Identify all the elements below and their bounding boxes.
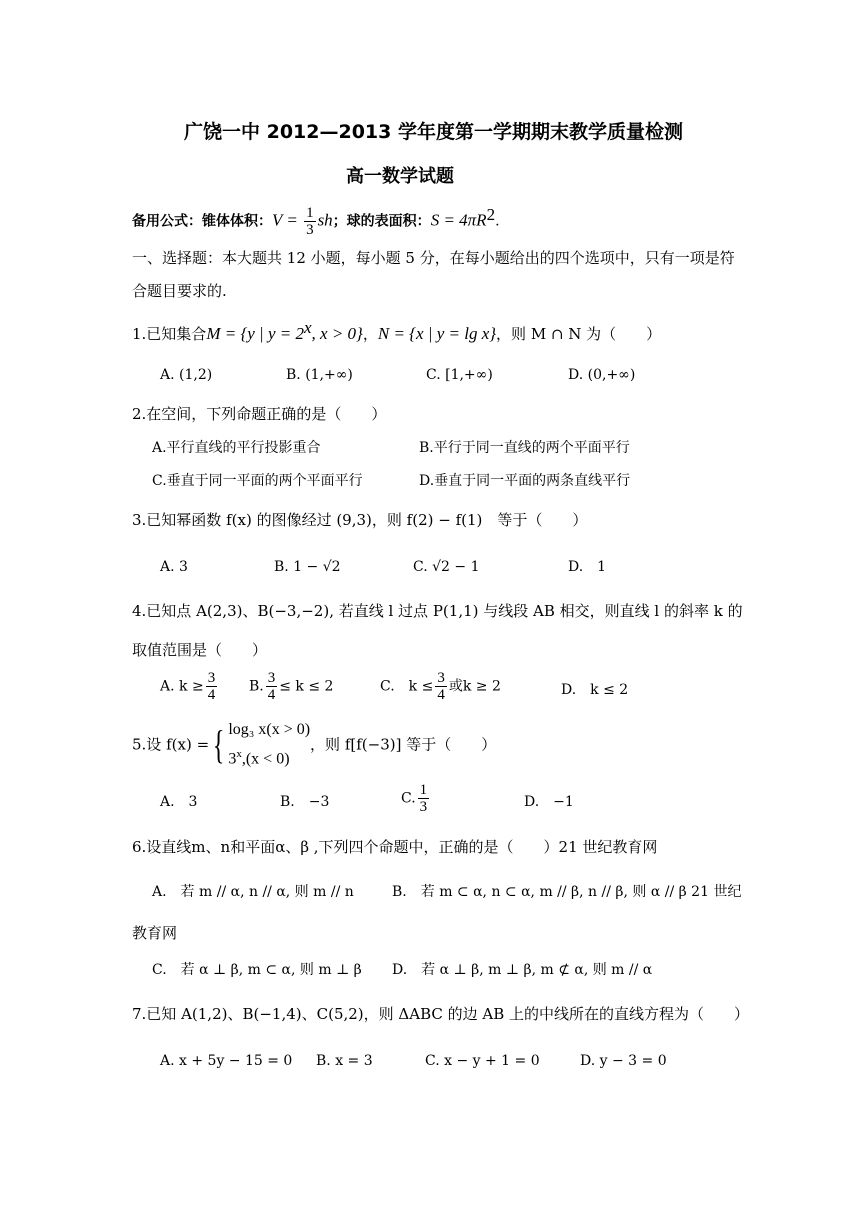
question-4-line2: 取值范围是（ ）	[132, 641, 268, 659]
q5-c-den: 3	[419, 799, 428, 815]
q5-case-1: log₃ x(x > 0)	[228, 721, 311, 738]
formula-line	[132, 205, 500, 238]
q4-c-num: 3	[437, 670, 445, 686]
q5-option-c-fraction	[418, 782, 430, 815]
section1-line1: 一、选择题：本大题共 12 小题，每小题 5 分，在每小题给出的四个选项中，只有一项是符	[132, 249, 735, 267]
q1-stem-a: 1.已知集合	[132, 325, 207, 343]
q4-option-c	[380, 670, 501, 703]
q5-option-d: D. −1	[524, 794, 574, 810]
formula-v-tail: sh	[317, 210, 333, 230]
q5-option-c	[401, 782, 431, 815]
q5-pre: 5.设 f(x) =	[132, 735, 210, 754]
q4-option-c-fraction	[435, 670, 447, 703]
question-1-stem	[132, 318, 661, 344]
q7-option-a: A. x + 5y − 15 = 0	[160, 1053, 293, 1069]
q6-option-b: B. 若 m ⊂ α, n ⊂ α, m // β, n // β, 则 α // β 21 世纪	[392, 884, 742, 900]
q4-a-den: 4	[207, 687, 216, 703]
q3-option-d: D. 1	[568, 559, 607, 575]
q5-option-b: B. −3	[280, 794, 330, 810]
q1-option-d: D. (0,+∞)	[568, 367, 636, 383]
q2-option-b: B.平行于同一直线的两个平面平行	[419, 440, 630, 456]
q5-case-2-tail: ,(x < 0)	[241, 750, 290, 768]
q4-b-num: 3	[267, 670, 276, 686]
q1-option-b: B. (1,+∞)	[286, 367, 353, 383]
q7-option-d: D. y − 3 = 0	[580, 1053, 667, 1069]
formula-s: S = 4πR	[430, 210, 487, 230]
q1-option-a: A. (1,2)	[160, 367, 213, 383]
q1-set-m-exp: x	[303, 318, 312, 337]
page-subtitle: 高一数学试题	[346, 166, 454, 187]
question-2-stem: 2.在空间，下列命题正确的是（ ）	[132, 405, 387, 423]
q2-option-c: C.垂直于同一平面的两个平面平行	[152, 473, 363, 489]
q7-option-b: B. x = 3	[316, 1053, 373, 1069]
formula-end: .	[495, 213, 500, 230]
formula-v-num: 1	[306, 205, 314, 222]
q1-option-c: C. [1,+∞)	[426, 367, 493, 383]
q4-option-c-pre: C. k ≤	[380, 678, 434, 695]
q4-c-den: 4	[437, 687, 445, 703]
q3-option-b: B. 1 − √2	[274, 559, 341, 575]
formula-v-den: 3	[306, 222, 314, 239]
q4-b-den: 4	[267, 687, 276, 703]
q4-option-a-fraction	[206, 670, 218, 703]
q5-case-2	[228, 742, 310, 771]
question-7-stem: 7.已知 A(1,2)、B(−1,4)、C(5,2)，则 ΔABC 的边 AB 上的中线所在的直线方程为（ ）	[132, 1005, 750, 1023]
q6-option-a: A. 若 m // α, n // α, 则 m // n	[152, 884, 354, 900]
q1-set-m-tail: , x > 0}	[311, 324, 363, 343]
q4-option-b-pre: B.	[249, 678, 264, 695]
q1-set-m: M = {y | y = 2	[206, 324, 304, 343]
q5-option-c-label: C.	[401, 790, 416, 807]
q6-option-c: C. 若 α ⊥ β, m ⊂ α, 则 m ⊥ β	[152, 962, 362, 978]
q1-set-n: N = {x | y = lg x}	[377, 324, 497, 343]
q4-option-b-tail: ≤ k ≤ 2	[279, 678, 334, 695]
formula-sep: ；球的表面积：	[332, 213, 431, 230]
q5-option-a: A. 3	[160, 794, 198, 810]
q6-option-d: D. 若 α ⊥ β, m ⊥ β, m ⊄ α, 则 m // α	[392, 962, 653, 978]
q5-tail: ，则 f[f(−3)] 等于（ ）	[310, 735, 497, 754]
formula-v: V =	[272, 210, 303, 230]
q5-c-num: 1	[419, 782, 428, 798]
question-5-stem	[132, 718, 496, 771]
q4-option-d: D. k ≤ 2	[561, 682, 629, 698]
formula-v-fraction	[304, 205, 316, 238]
q2-option-d: D.垂直于同一平面的两条直线平行	[419, 473, 631, 489]
q4-option-b-fraction	[266, 670, 278, 703]
q2-option-a: A.平行直线的平行投影重合	[152, 440, 321, 456]
q4-a-num: 3	[207, 670, 216, 686]
q7-option-c: C. x − y + 1 = 0	[425, 1053, 540, 1069]
q1-sep: ，	[362, 325, 378, 343]
q5-cases	[228, 718, 310, 771]
formula-s-exp: 2	[486, 205, 496, 224]
section1-line2: 合题目要求的.	[132, 282, 227, 300]
question-6-stem: 6.设直线m、n和平面α、β ,下列四个命题中，正确的是（ ）21 世纪教育网	[132, 838, 658, 856]
page-title: 广饶一中 2012—2013 学年度第一学期期末教学质量检测	[184, 121, 683, 143]
q5-brace: {	[212, 721, 225, 767]
q3-option-a: A. 3	[160, 559, 188, 575]
q4-option-a	[160, 670, 219, 703]
q1-tail: ，则 M ∩ N 为（ ）	[496, 325, 662, 343]
q3-option-c: C. √2 − 1	[413, 559, 480, 575]
q4-option-c-tail: 或k ≥ 2	[448, 678, 501, 695]
q5-case-2-base: 3	[228, 750, 237, 768]
q4-option-a-pre: A. k ≥	[160, 678, 204, 695]
question-4-line1: 4.已知点 A(2,3)、B(−3,−2), 若直线 l 过点 P(1,1) 与线段 AB 相交，则直线 l 的斜率 k 的	[132, 602, 743, 620]
q4-option-b	[249, 670, 333, 703]
q5-case-2-exp: x	[236, 748, 242, 760]
q6-option-b-continued: 教育网	[132, 924, 178, 942]
formula-label: 备用公式：锥体体积：	[132, 213, 272, 230]
question-3-stem: 3.已知幂函数 f(x) 的图像经过 (9,3)，则 f(2) − f(1) 等于（ ）	[132, 511, 588, 529]
